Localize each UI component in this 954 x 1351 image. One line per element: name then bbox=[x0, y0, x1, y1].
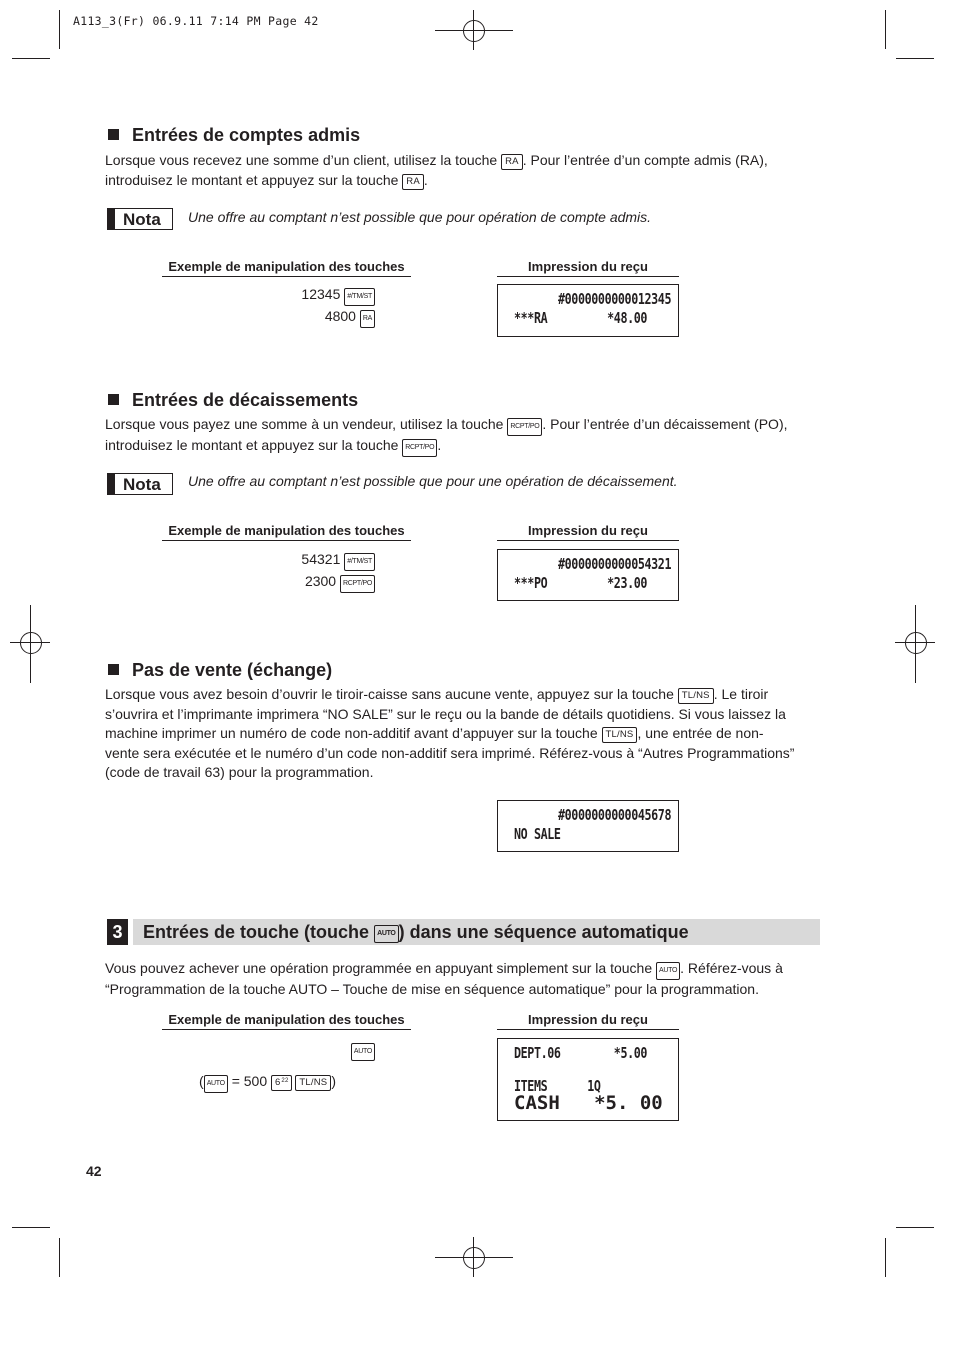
text: . Pour l’entrée d’un compte admis (RA), bbox=[522, 152, 768, 168]
receipt-line: #0000000000045678 bbox=[558, 806, 672, 824]
receipt-line-large: CASH *5. 00 bbox=[514, 1092, 663, 1114]
text: introduisez le montant et appuyez sur la touche bbox=[105, 171, 399, 188]
entry-value: 12345 bbox=[301, 286, 341, 302]
receipt-line: ITEMS 1Q bbox=[514, 1077, 601, 1095]
paragraph-ra bbox=[105, 151, 825, 190]
column-heading-receipt: Impression du reçu bbox=[497, 259, 679, 277]
paragraph-no-sale bbox=[105, 685, 835, 783]
text: . bbox=[423, 171, 428, 188]
column-heading-receipt: Impression du reçu bbox=[497, 523, 679, 541]
column-heading-receipt: Impression du reçu bbox=[497, 1012, 679, 1030]
receipt-line: ***RA *48.00 bbox=[514, 309, 648, 327]
section-heading-po bbox=[108, 390, 358, 411]
key-entry bbox=[160, 549, 375, 571]
rcptpo-key-icon: RCPT/PO bbox=[507, 418, 542, 436]
column-heading-keys: Exemple de manipulation des touches bbox=[162, 523, 411, 541]
auto-key-icon: AUTO bbox=[204, 1075, 228, 1093]
text: vente sera exécutée et le numéro d’un code non-additif sera imprimé. Référez-vous à “Autres Programmations” bbox=[105, 744, 795, 761]
heading-text: Entrées de décaissements bbox=[132, 390, 359, 410]
text: s’ouvrira et l’imprimante imprimera “NO SALE” sur le reçu ou la bande de détails quotidiens. Si vous laissez la bbox=[105, 705, 786, 722]
text: ) bbox=[331, 1073, 336, 1089]
tmst-key-icon: #/TM/ST bbox=[344, 553, 375, 571]
ra-key-icon: RA bbox=[501, 154, 523, 170]
text: , une entrée de non- bbox=[637, 725, 764, 741]
text: Lorsque vous avez besoin d’ouvrir le tiroir-caisse sans aucune vente, appuyez sur la touche bbox=[105, 686, 674, 702]
tlns-key-icon: TL/NS bbox=[295, 1075, 331, 1091]
paragraph-po bbox=[105, 415, 825, 457]
key-entry bbox=[160, 284, 375, 306]
registration-line bbox=[473, 10, 474, 50]
receipt-po bbox=[497, 549, 679, 601]
column-heading-keys: Exemple de manipulation des touches bbox=[162, 259, 411, 277]
nota-label: Nota bbox=[107, 473, 173, 495]
ra-key-icon: RA bbox=[360, 310, 375, 328]
auto-definition bbox=[160, 1071, 336, 1093]
text: . bbox=[437, 437, 442, 453]
registration-line bbox=[473, 1237, 474, 1277]
print-slug: A113_3(Fr) 06.9.11 7:14 PM Page 42 bbox=[73, 14, 319, 28]
text: = 500 bbox=[227, 1073, 272, 1089]
dept-key-sup: 22 bbox=[281, 1078, 289, 1084]
auto-key-entry bbox=[160, 1039, 375, 1061]
crop-mark bbox=[885, 10, 886, 49]
section-number: 3 bbox=[107, 919, 128, 945]
square-bullet-icon bbox=[108, 129, 119, 140]
rcptpo-key-icon: RCPT/PO bbox=[340, 575, 375, 593]
text: (code de travail 63) pour la programmation. bbox=[105, 764, 374, 780]
receipt-line: NO SALE bbox=[514, 825, 561, 843]
crop-mark bbox=[59, 1238, 60, 1277]
text: “Programmation de la touche AUTO – Touche de mise en séquence automatique” pour la programmation. bbox=[105, 981, 759, 997]
key-entry bbox=[160, 571, 375, 593]
section-title bbox=[143, 919, 689, 945]
text: Lorsque vous recevez une somme d’un client, utilisez la touche bbox=[105, 152, 498, 168]
heading-text: Pas de vente (échange) bbox=[132, 660, 333, 680]
key-entry-list bbox=[160, 549, 375, 593]
column-heading-keys: Exemple de manipulation des touches bbox=[162, 1012, 411, 1030]
ra-key-icon: RA bbox=[402, 174, 424, 190]
crop-mark bbox=[885, 1238, 886, 1277]
paragraph-auto bbox=[105, 959, 825, 1000]
auto-key-icon: AUTO bbox=[351, 1043, 375, 1061]
registration-line bbox=[915, 605, 916, 683]
entry-value: 2300 bbox=[304, 573, 337, 589]
receipt-ra bbox=[497, 284, 679, 337]
receipt-line: #0000000000054321 bbox=[558, 555, 672, 573]
registration-line bbox=[30, 605, 31, 683]
dept-6-key-icon bbox=[271, 1075, 291, 1091]
registration-mark bbox=[463, 20, 485, 42]
text: . Le tiroir bbox=[713, 686, 769, 702]
tlns-key-icon: TL/NS bbox=[678, 688, 714, 704]
text: ( bbox=[199, 1073, 204, 1089]
auto-key-icon: AUTO bbox=[374, 925, 399, 943]
page-number: 42 bbox=[86, 1163, 102, 1179]
crop-mark bbox=[12, 1227, 50, 1228]
receipt-auto bbox=[497, 1038, 679, 1121]
heading-text: Entrées de comptes admis bbox=[132, 125, 361, 145]
receipt-line: ***PO *23.00 bbox=[514, 574, 648, 592]
receipt-line: #0000000000012345 bbox=[558, 290, 672, 308]
registration-line bbox=[435, 1257, 513, 1258]
section-heading-ra bbox=[108, 125, 360, 146]
nota-label: Nota bbox=[107, 208, 173, 230]
text: Vous pouvez achever une opération programmée en appuyant simplement sur la touche bbox=[105, 960, 653, 976]
nota-text: Une offre au comptant n’est possible que pour opération de compte admis. bbox=[188, 209, 652, 225]
crop-mark bbox=[12, 58, 50, 59]
registration-line bbox=[435, 30, 513, 31]
entry-value: 54321 bbox=[301, 551, 341, 567]
text: introduisez le montant et appuyez sur la touche bbox=[105, 437, 399, 453]
receipt-line: DEPT.06 *5.00 bbox=[514, 1044, 648, 1062]
auto-key-icon: AUTO bbox=[656, 962, 680, 980]
tmst-key-icon: #/TM/ST bbox=[344, 288, 375, 306]
registration-mark bbox=[905, 632, 927, 654]
text: . Référez-vous à bbox=[680, 960, 783, 976]
receipt-no-sale bbox=[497, 800, 679, 852]
entry-value: 4800 bbox=[324, 308, 356, 324]
nota-text: Une offre au comptant n’est possible que pour une opération de décaissement. bbox=[188, 473, 678, 489]
dept-key-number: 6 bbox=[275, 1077, 281, 1088]
text: ) dans une séquence automatique bbox=[398, 922, 689, 942]
section-heading-no-sale bbox=[108, 660, 332, 681]
tlns-key-icon: TL/NS bbox=[602, 727, 638, 743]
registration-mark bbox=[20, 632, 42, 654]
crop-mark bbox=[59, 10, 60, 49]
rcptpo-key-icon: RCPT/PO bbox=[402, 439, 437, 457]
crop-mark bbox=[896, 1227, 934, 1228]
registration-mark bbox=[463, 1247, 485, 1269]
text: machine imprimer un numéro de code non-additif avant d’appuyer sur la touche bbox=[105, 725, 598, 741]
key-entry-list bbox=[160, 284, 375, 328]
crop-mark bbox=[896, 58, 934, 59]
square-bullet-icon bbox=[108, 664, 119, 675]
text: Entrées de touche (touche bbox=[143, 922, 370, 942]
text: Lorsque vous payez une somme à un vendeur, utilisez la touche bbox=[105, 416, 504, 432]
square-bullet-icon bbox=[108, 394, 119, 405]
text: . Pour l’entrée d’un décaissement (PO), bbox=[542, 416, 788, 432]
key-entry bbox=[160, 306, 375, 328]
